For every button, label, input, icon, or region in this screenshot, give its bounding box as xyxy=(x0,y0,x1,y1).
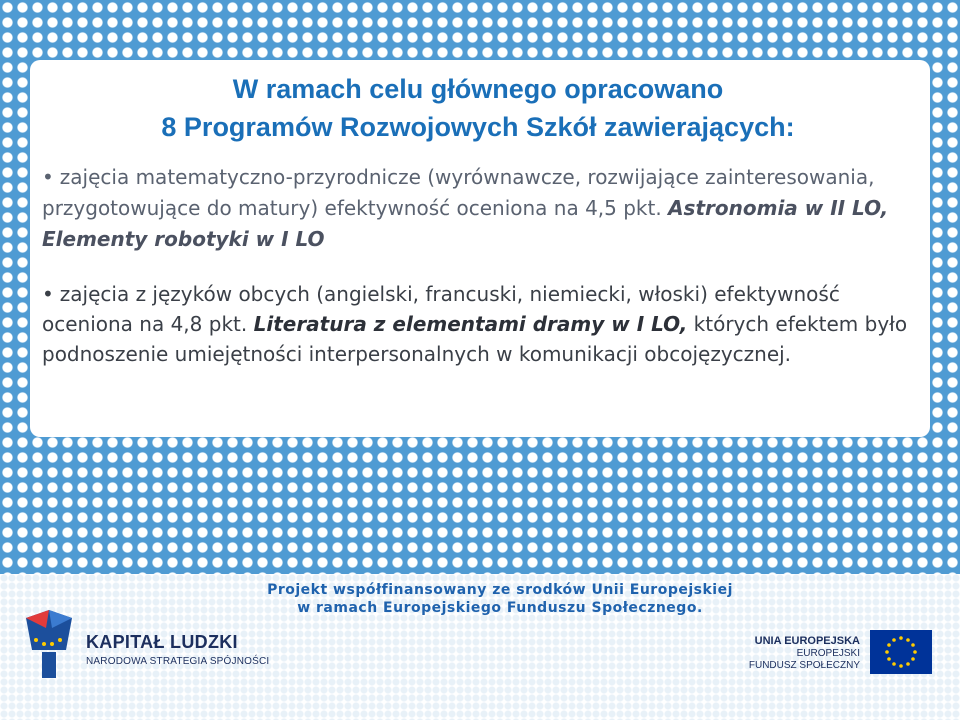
project-line1: Projekt współfinansowany ze srodków Unii Europejskiej xyxy=(267,582,733,598)
footer-band xyxy=(0,574,960,720)
bullet-dot-icon: • xyxy=(42,282,54,306)
eu-line1: UNIA EUROPEJSKA xyxy=(754,635,860,647)
content-card xyxy=(30,60,930,437)
kl-title: KAPITAŁ LUDZKI xyxy=(86,632,238,652)
bullet2-text-after: których efektem było podnoszenie umiejętności interpersonalnych w komunikacji obcojęzycznej. xyxy=(42,312,908,366)
slide-title-line1: W ramach celu głównego opracowano xyxy=(232,74,724,104)
slide-title xyxy=(42,70,914,146)
bullet-languages xyxy=(42,279,914,369)
bullet-math-science xyxy=(42,162,914,255)
project-line2: w ramach Europejskiego Funduszu Społecznego. xyxy=(297,600,703,616)
kapital-ludzki-logo-icon xyxy=(22,608,76,680)
bullet-dot-icon: • xyxy=(42,165,54,189)
slide-title-line2: 8 Programów Rozwojowych Szkół zawierających: xyxy=(161,112,795,142)
bullet1-text: zajęcia matematyczno-przyrodnicze (wyrównawcze, rozwijające zainteresowania, przygotowujące do matury) efektywność oceniona na 4,5 pkt. xyxy=(42,165,875,220)
eu-flag-icon xyxy=(870,630,932,674)
bullet1-emphasis: Astronomia w II LO, Elementy robotyki w I LO xyxy=(42,196,889,251)
eu-line2: EUROPEJSKI xyxy=(796,648,860,659)
eu-text-block xyxy=(749,634,860,672)
bullet2-text: zajęcia z języków obcych (angielski, francuski, niemiecki, włoski) efektywność oceniona na 4,8 pkt. xyxy=(42,282,840,336)
kl-subtitle: NARODOWA STRATEGIA SPÓJNOŚCI xyxy=(86,656,270,667)
eu-line3: FUNDUSZ SPOŁECZNY xyxy=(748,660,860,671)
bullet2-emphasis: Literatura z elementami dramy w I LO, xyxy=(253,312,688,336)
